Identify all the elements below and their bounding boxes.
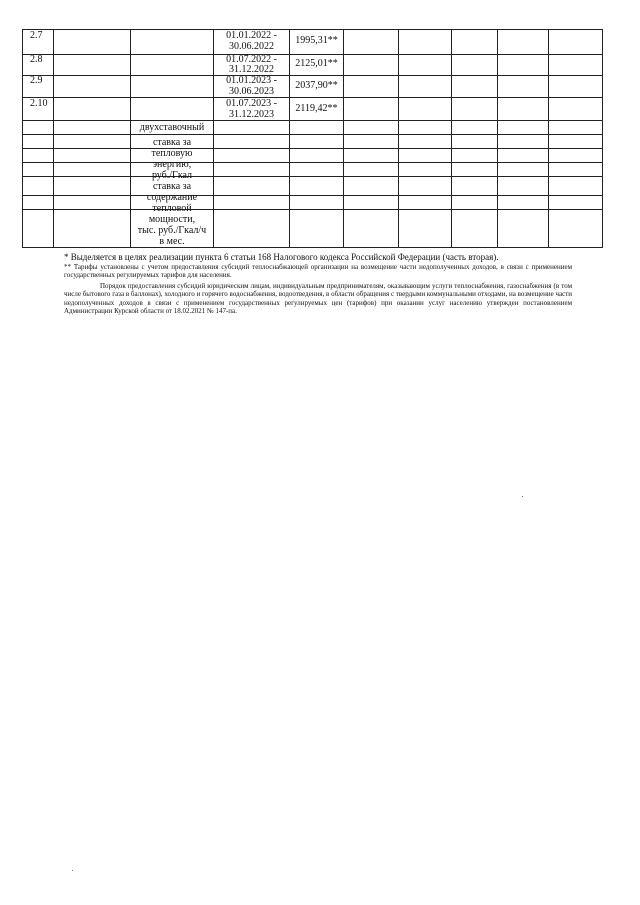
period-end: 31.12.2023 [229,109,274,120]
period-end: 31.12.2022 [229,64,274,75]
row-number: 2.9 [30,75,43,86]
period-end: 30.06.2023 [229,86,274,97]
tariff-value: 2125,01** [295,58,338,69]
row-number: 2.10 [30,98,48,109]
period-start: 01.01.2022 - [226,30,277,41]
col-divider [22,29,23,248]
col-divider [53,29,54,248]
col-divider [548,29,549,248]
table-border-top [22,29,602,30]
scan-speck [72,870,73,871]
subsidy-procedure-text: Порядок предоставления субсидий юридическим лицам, индивидуальным предпринимателям, оказывающим услуги теплоснабжения, газоснабжения (в том числе бытового газа в баллонах), холодного и горячего водоснабжения, водоотведения, в области обращения с твердыми коммунальными отходами, на возмещение части недополученных доходов в связи с применением государственных регулируемых цен (тарифов) при оказании услуг населению утвержден постановлением Администрации Курской области от 18.02.2021 № 147-па. [64,282,572,315]
row-divider [22,148,602,149]
two-part-tariff-label: двухставочный [139,122,205,133]
row-divider [22,75,602,76]
period-start: 01.07.2023 - [226,98,277,109]
capacity-rate-label: содержание [146,192,198,203]
tariff-value: 1995,31** [295,35,338,46]
footnote-vat: * Выделяется в целях реализации пункта 6 статьи 168 Налогового кодекса Российской Федерации (часть вторая). [64,252,499,262]
row-divider [22,162,602,163]
energy-rate-label: руб./Гкал [151,170,193,181]
period-start: 01.01.2023 - [226,75,277,86]
period-start: 01.07.2022 - [226,54,277,65]
tariff-value: 2037,90** [295,80,338,91]
capacity-rate-label: мощности, [148,214,196,225]
capacity-rate-label: в мес. [159,236,185,247]
row-divider [22,97,602,98]
row-divider [22,54,602,55]
row-number: 2.7 [30,30,43,41]
col-divider [398,29,399,248]
capacity-rate-label: тыс. руб./Гкал/ч [137,225,207,236]
energy-rate-label: тепловую [151,148,193,159]
row-number: 2.8 [30,54,43,65]
col-divider [343,29,344,248]
col-divider [451,29,452,248]
table-border-bottom [22,247,602,248]
row-divider [22,176,602,177]
scan-speck [522,496,523,497]
energy-rate-label: энергию, [152,159,192,170]
capacity-rate-label: ставка за [152,181,192,192]
row-divider [22,195,602,196]
row-divider [22,120,602,121]
footnote-subsidy: ** Тарифы установлены с учетом предоставления субсидий теплоснабжающей организации на возмещение части недополученных доходов, в связи с применением государственных регулируемых тарифов для населения. [64,263,572,280]
tariff-table [0,0,640,250]
row-divider [22,209,602,210]
table-border-right [602,29,603,248]
row-divider [22,134,602,135]
period-end: 30.06.2022 [229,41,274,52]
energy-rate-label: ставка за [152,137,192,148]
col-divider [497,29,498,248]
tariff-value: 2119,42** [295,103,338,114]
capacity-rate-label: тепловой [152,203,192,214]
